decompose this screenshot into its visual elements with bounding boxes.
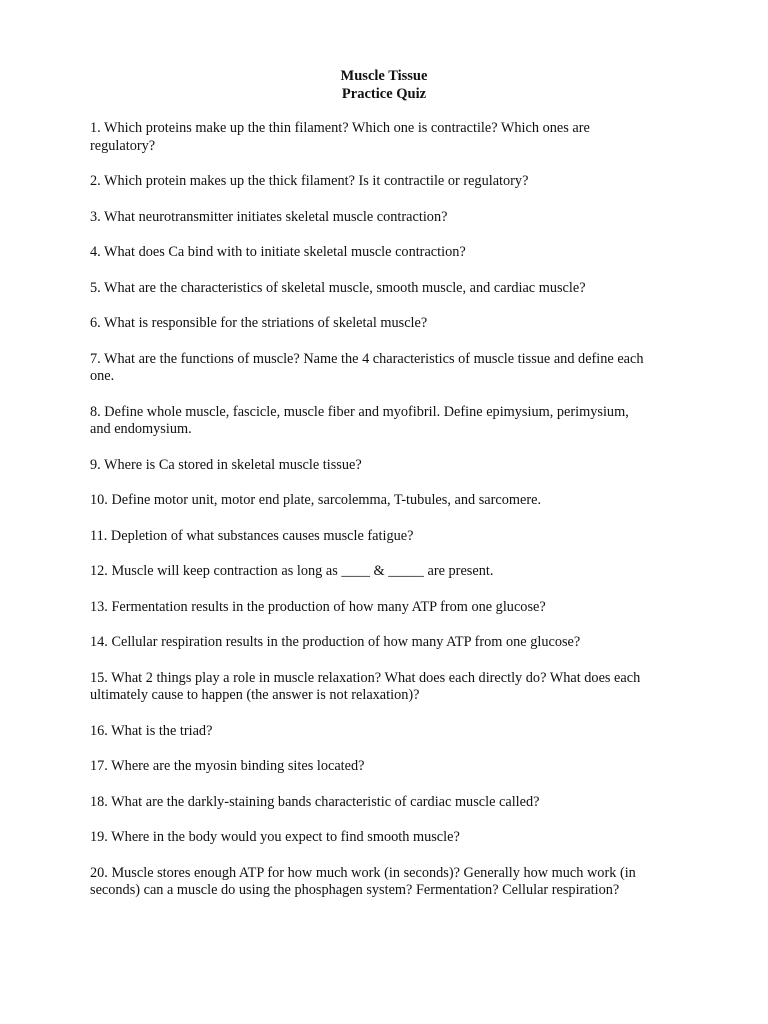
question-list: [90, 120, 690, 918]
question-text-continued: one.: [90, 368, 115, 384]
question-text: 1. Which proteins make up the thin filament? Which one is contractile? Which ones are: [90, 120, 590, 136]
question-text: 16. What is the triad?: [90, 722, 213, 739]
quiz-question: [90, 563, 690, 581]
question-text-continued: regulatory?: [90, 137, 156, 154]
quiz-question: [90, 315, 690, 333]
question-text: 11. Depletion of what substances causes muscle fatigue?: [90, 527, 414, 544]
question-text-continued: ultimately cause to happen (the answer is not relaxation)?: [90, 687, 420, 703]
question-text: 7. What are the functions of muscle? Name the 4 characteristics of muscle tissue and define each: [90, 350, 644, 367]
quiz-question: [90, 599, 690, 617]
question-text-continued: and endomysium.: [90, 421, 192, 437]
question-text: 10. Define motor unit, motor end plate, sarcolemma, T-tubules, and sarcomere.: [90, 492, 542, 508]
question-text: 15. What 2 things play a role in muscle relaxation? What does each directly do? What does each: [90, 669, 641, 686]
quiz-question: [90, 173, 690, 191]
question-text: 5. What are the characteristics of skeletal muscle, smooth muscle, and cardiac muscle?: [90, 279, 586, 296]
quiz-question: [90, 244, 690, 262]
question-text: 8. Define whole muscle, fascicle, muscle fiber and myofibril. Define epimysium, perimysium,: [90, 403, 629, 420]
quiz-question: [90, 670, 690, 705]
question-text-continued: seconds) can a muscle do using the phosphagen system? Fermentation? Cellular respiration?: [90, 882, 620, 898]
quiz-question: [90, 280, 690, 298]
quiz-question: [90, 492, 690, 510]
quiz-question: [90, 120, 690, 155]
question-text: 12. Muscle will keep contraction as long as ____ & _____ are present.: [90, 563, 494, 579]
quiz-question: [90, 351, 690, 386]
question-text: 14. Cellular respiration results in the production of how many ATP from one glucose?: [90, 634, 581, 650]
page-title: Muscle Tissue: [340, 68, 428, 84]
question-text: 2. Which protein makes up the thick filament? Is it contractile or regulatory?: [90, 173, 529, 189]
quiz-question: [90, 528, 690, 546]
question-text: 9. Where is Ca stored in skeletal muscle tissue?: [90, 456, 362, 473]
quiz-question: [90, 209, 690, 227]
question-text: 17. Where are the myosin binding sites located?: [90, 758, 365, 774]
quiz-question: [90, 723, 690, 741]
question-text: 6. What is responsible for the striations of skeletal muscle?: [90, 315, 428, 331]
question-text: 20. Muscle stores enough ATP for how much work (in seconds)? Generally how much work (in: [90, 864, 636, 881]
quiz-question: [90, 457, 690, 475]
page-subtitle: Practice Quiz: [341, 86, 427, 102]
quiz-question: [90, 634, 690, 652]
title-block: [0, 67, 768, 103]
quiz-question: [90, 865, 690, 900]
question-text: 19. Where in the body would you expect to find smooth muscle?: [90, 829, 460, 845]
quiz-question: [90, 404, 690, 439]
question-text: 4. What does Ca bind with to initiate skeletal muscle contraction?: [90, 244, 466, 260]
quiz-question: [90, 758, 690, 776]
question-text: 3. What neurotransmitter initiates skeletal muscle contraction?: [90, 208, 448, 225]
quiz-question: [90, 794, 690, 812]
question-text: 18. What are the darkly-staining bands characteristic of cardiac muscle called?: [90, 793, 540, 810]
question-text: 13. Fermentation results in the production of how many ATP from one glucose?: [90, 598, 546, 615]
quiz-question: [90, 829, 690, 847]
